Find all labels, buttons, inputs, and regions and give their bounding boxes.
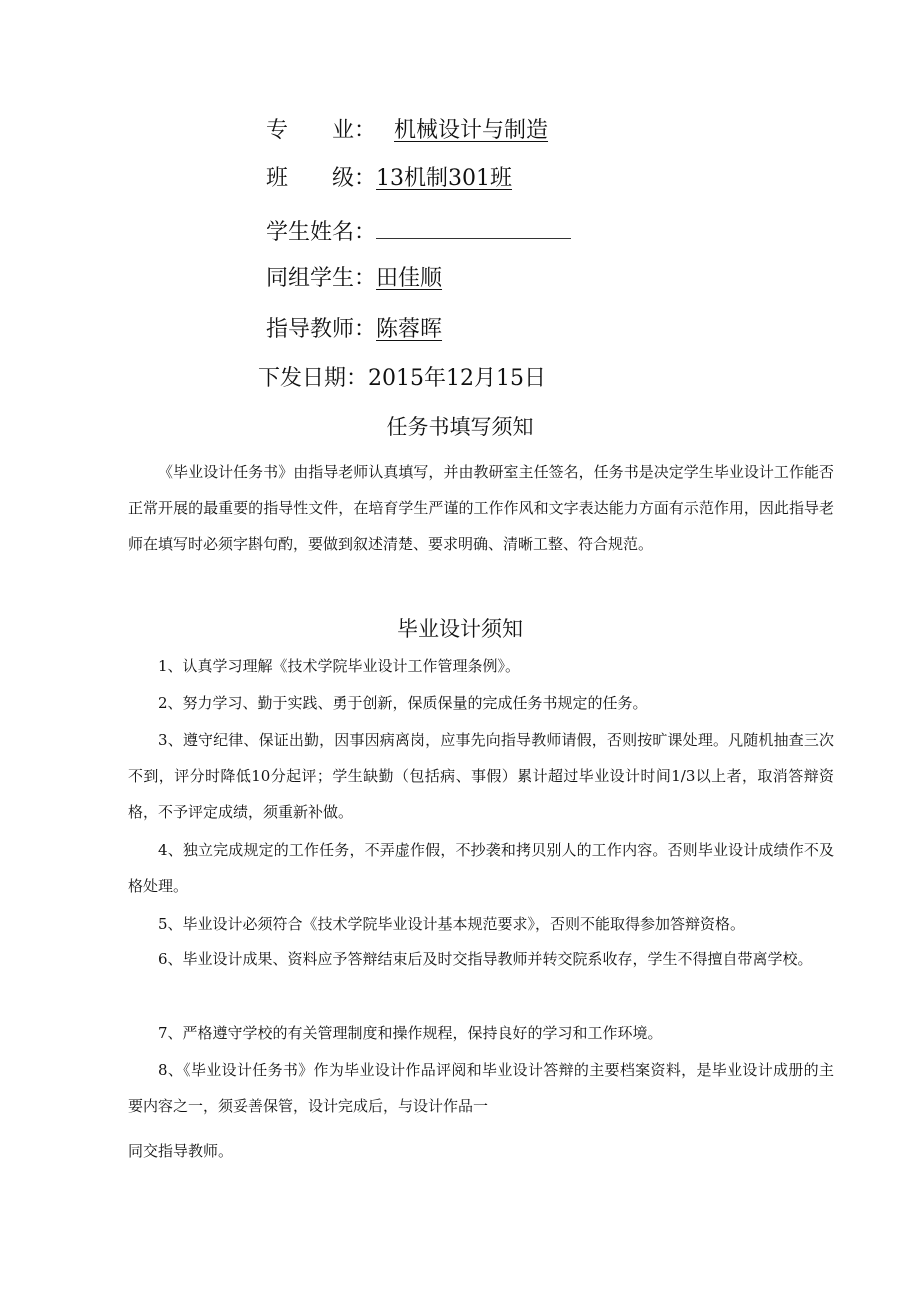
section1-title: 任务书填写须知 [386, 415, 534, 439]
notice-item-7: 7、严格遵守学校的有关管理制度和操作规程，保持良好的学习和工作环境。 [158, 1024, 663, 1042]
notice-item-5: 5、毕业设计必须符合《技术学院毕业设计基本规范要求》，否则不能取得参加答辩资格。 [158, 915, 746, 933]
group-row [266, 265, 442, 293]
section2-title: 毕业设计须知 [397, 617, 523, 641]
notice-item-4: 4、独立完成规定的工作任务，不弄虚作假，不抄袭和拷贝别人的工作内容。否则毕业设计成绩作不及格处理。 [128, 841, 834, 895]
major-row [266, 117, 548, 145]
issue-date-value: 2015年12月15日 [368, 366, 546, 391]
notice-tail: 同交指导教师。 [128, 1142, 234, 1160]
class-value: 13机制301班 [376, 166, 513, 191]
student-name-blank [376, 218, 571, 239]
major-label: 专 业： [266, 118, 377, 143]
advisor-row [266, 316, 442, 344]
student-row [266, 218, 571, 247]
issue-date-label: 下发日期： [258, 366, 369, 391]
student-label: 学生姓名： [266, 220, 377, 245]
notice-item-2: 2、努力学习、勤于实践、勇于创新，保质保量的完成任务书规定的任务。 [158, 694, 648, 712]
class-label: 班 级： [266, 166, 377, 191]
group-label: 同组学生： [266, 266, 377, 291]
advisor-value: 陈蓉晖 [376, 317, 443, 342]
section1-paragraph-text: 《毕业设计任务书》由指导老师认真填写，并由教研室主任签名，任务书是决定学生毕业设计工作能否正常开展的最重要的指导性文件，在培育学生严谨的工作作风和文字表达能力方面有示范作用，因此指导老师在填写时必须字斟句酌，要做到叙述清楚、要求明确、清晰工整、符合规范。 [128, 463, 834, 553]
advisor-label: 指导教师： [266, 317, 377, 342]
notice-item-6: 6、毕业设计成果、资料应予答辩结束后及时交指导教师并转交院系收存，学生不得擅自带离学校。 [158, 950, 813, 968]
notice-item-3: 3、遵守纪律、保证出勤，因事因病离岗，应事先向指导教师请假，否则按旷课处理。凡随机抽查三次不到，评分时降低10分起评；学生缺勤（包括病、事假）累计超过毕业设计时间1/3以上者，取消答辩资格，不予评定成绩，须重新补做。 [128, 731, 834, 821]
section1-paragraph [128, 454, 834, 562]
class-row [266, 165, 512, 193]
notice-item-8: 8、《毕业设计任务书》作为毕业设计作品评阅和毕业设计答辩的主要档案资料，是毕业设计成册的主要内容之一，须妥善保管，设计完成后，与设计作品一 [128, 1061, 834, 1115]
group-value: 田佳顺 [376, 266, 443, 291]
notice-item-1: 1、认真学习理解《技术学院毕业设计工作管理条例》。 [158, 657, 521, 675]
major-value: 机械设计与制造 [394, 118, 549, 143]
issue-date-row [258, 365, 546, 393]
